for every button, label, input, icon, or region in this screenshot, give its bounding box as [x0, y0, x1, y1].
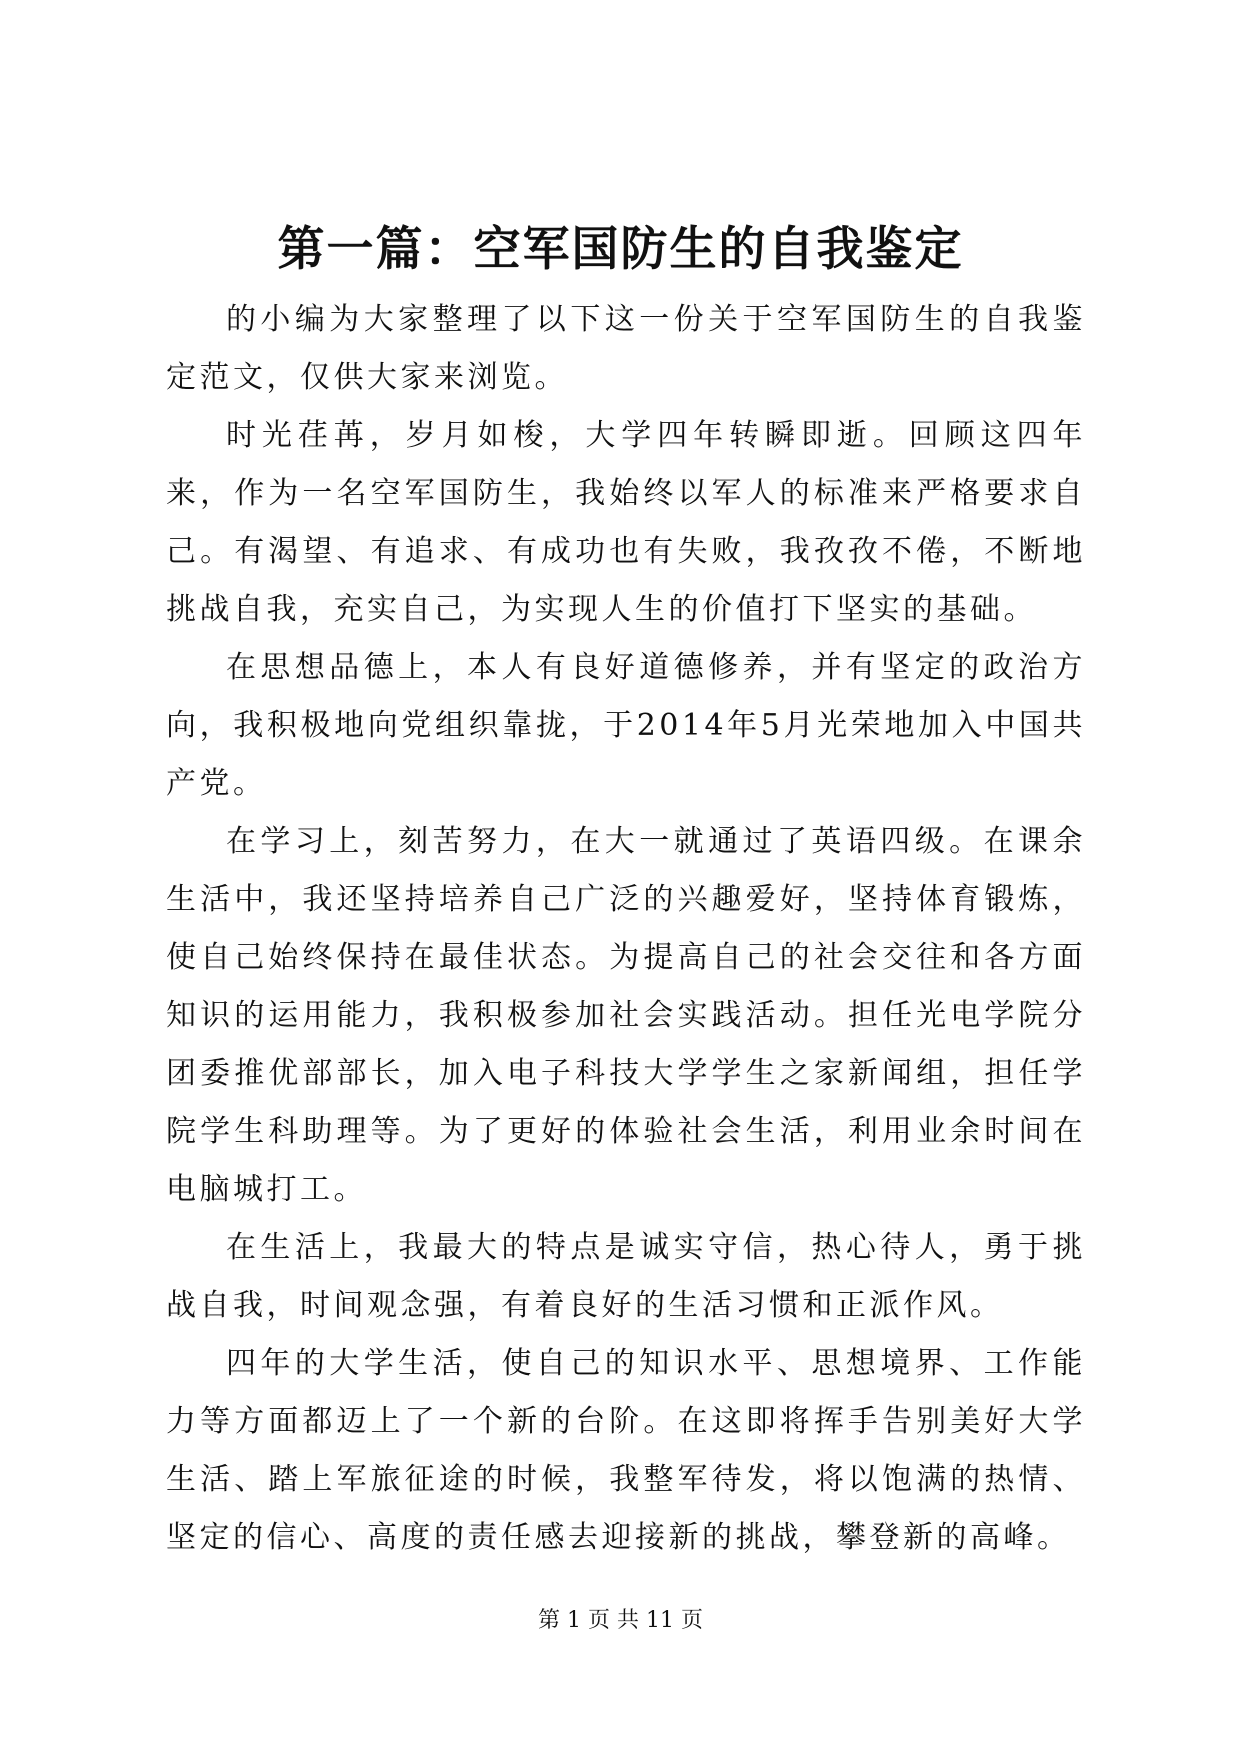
paragraph-study: 在学习上，刻苦努力，在大一就通过了英语四级。在课余生活中，我还坚持培养自己广泛的兴趣爱好，坚持体育锻炼，使自己始终保持在最佳状态。为提高自己的社会交往和各方面知识的运用能力，我积极参加社会实践活动。担任光电学院分团委推优部部长，加入电子科技大学学生之家新闻组，担任学院学生科助理等。为了更好的体验社会生活，利用业余时间在电脑城打工。 — [166, 824, 1086, 1207]
paragraph-review: 时光荏苒，岁月如梭，大学四年转瞬即逝。回顾这四年来，作为一名空军国防生，我始终以军人的标准来严格要求自己。有渴望、有追求、有成功也有失败，我孜孜不倦，不断地挑战自我，充实自己，为实现人生的价值打下坚实的基础。 — [166, 418, 1086, 627]
paragraph-conclusion: 四年的大学生活，使自己的知识水平、思想境界、工作能力等方面都迈上了一个新的台阶。在这即将挥手告别美好大学生活、踏上军旅征途的时候，我整军待发，将以饱满的热情、坚定的信心、高度的责任感去迎接新的挑战，攀登新的高峰。 — [166, 1346, 1086, 1555]
page-footer: 第 1 页 共 11 页 — [538, 1608, 703, 1633]
document-title: 第一篇：空军国防生的自我鉴定 — [277, 222, 964, 277]
paragraph-life: 在生活上，我最大的特点是诚实守信，热心待人，勇于挑战自我，时间观念强，有着良好的生活习惯和正派作风。 — [166, 1230, 1086, 1323]
paragraph-morality: 在思想品德上，本人有良好道德修养，并有坚定的政治方向，我积极地向党组织靠拢，于2014年5月光荣地加入中国共产党。 — [166, 650, 1086, 801]
paragraph-intro: 的小编为大家整理了以下这一份关于空军国防生的自我鉴定范文，仅供大家来浏览。 — [166, 302, 1086, 395]
document-body — [166, 291, 1086, 1567]
